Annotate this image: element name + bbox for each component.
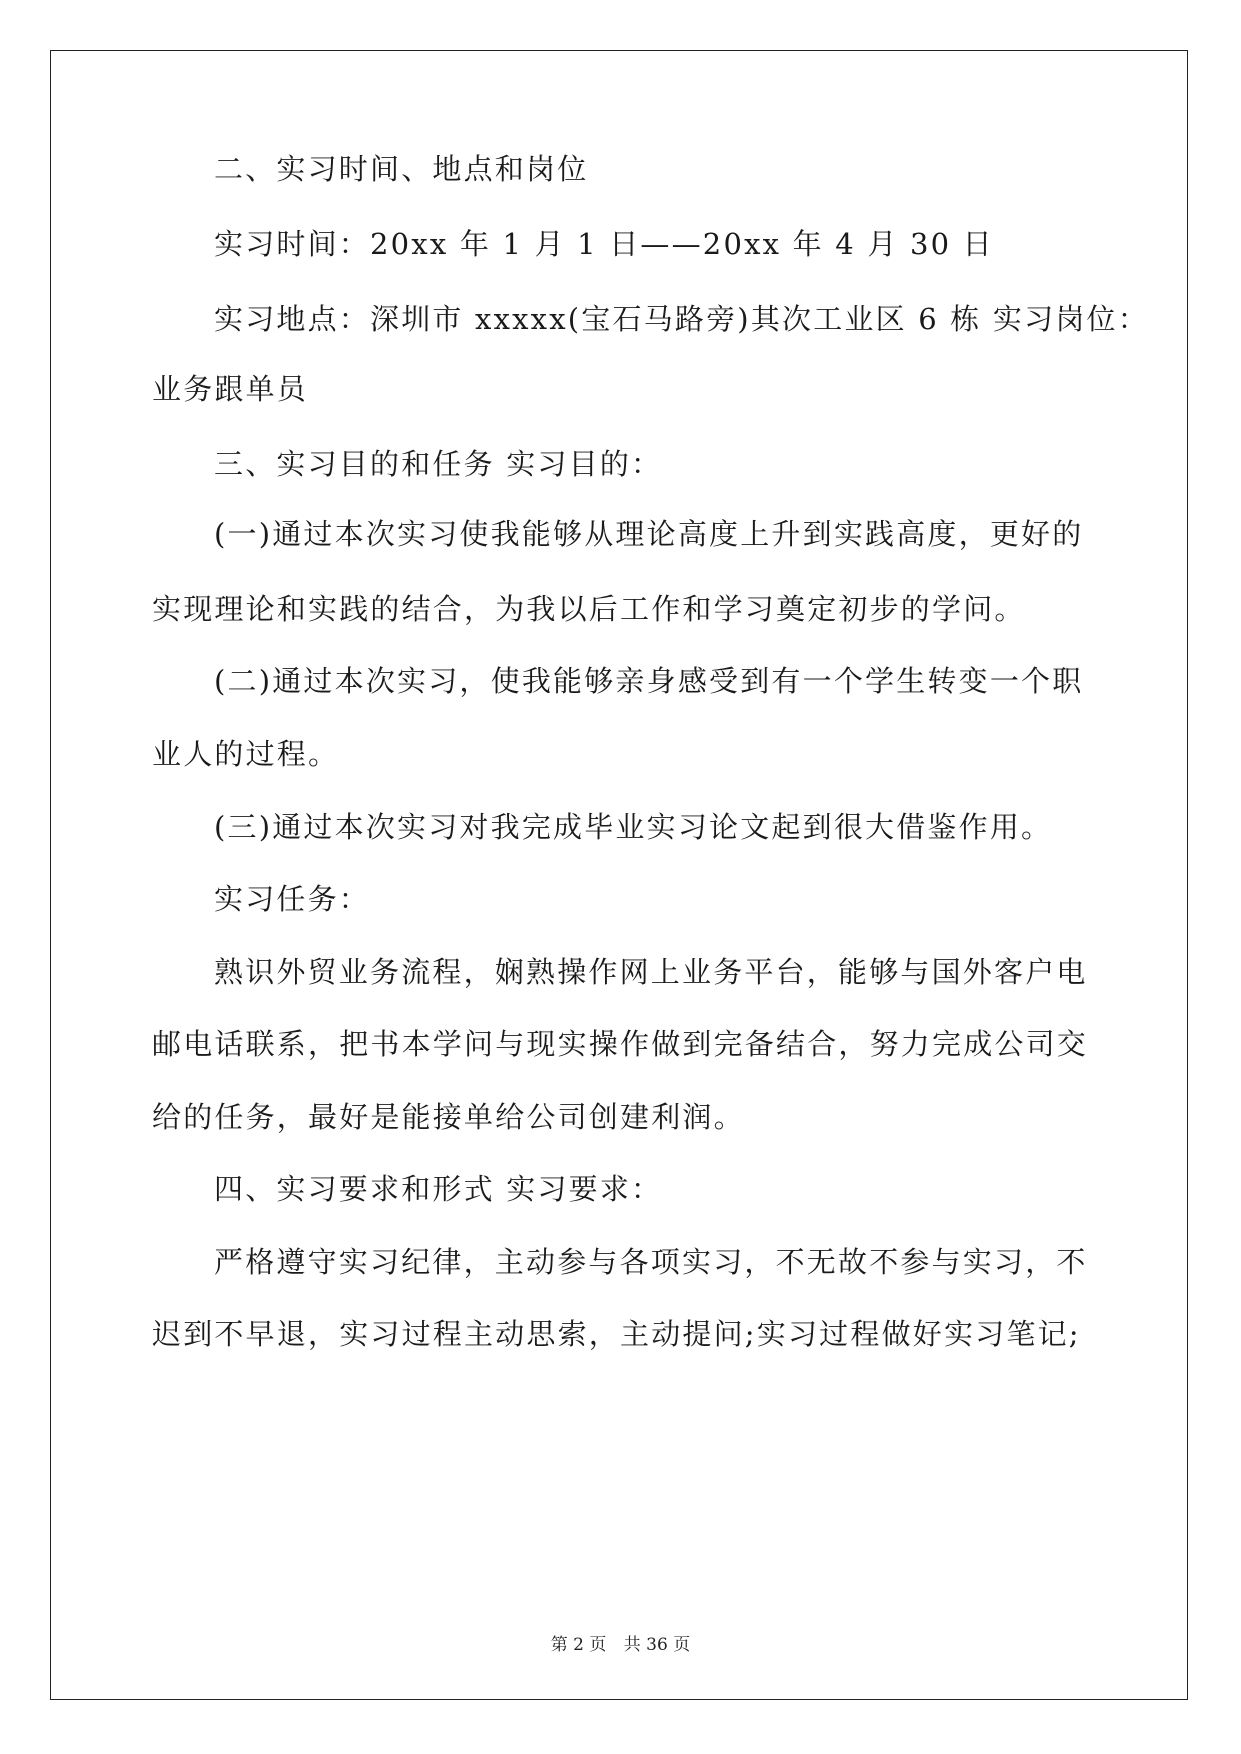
paragraph-line: 业人的过程。	[152, 737, 340, 771]
page-footer	[0, 1630, 1241, 1655]
page-total: 共 36 页	[623, 1635, 691, 1655]
paragraph-line: 实现理论和实践的结合，为我以后工作和学习奠定初步的学问。	[152, 592, 1026, 626]
paragraph-line: 迟到不早退，实习过程主动思索，主动提问;实习过程做好实习笔记;	[152, 1317, 1081, 1351]
paragraph-line: 给的任务，最好是能接单给公司创建利润。	[152, 1100, 745, 1134]
paragraph-line: 邮电话联系，把书本学问与现实操作做到完备结合，努力完成公司交	[152, 1027, 1089, 1061]
paragraph-line: 严格遵守实习纪律，主动参与各项实习，不无故不参与实习，不	[214, 1245, 1088, 1279]
paragraph-line: (三)通过本次实习对我完成毕业实习论文起到很大借鉴作用。	[214, 810, 1053, 844]
paragraph-line: 实习任务：	[214, 882, 371, 916]
section-heading: 四、实习要求和形式 实习要求：	[214, 1172, 663, 1206]
page-border	[50, 50, 1188, 1700]
section-heading: 三、实习目的和任务 实习目的：	[214, 447, 663, 481]
page-number: 第 2 页	[550, 1635, 607, 1655]
paragraph-line: 业务跟单员	[152, 372, 309, 406]
paragraph-line: 熟识外贸业务流程，娴熟操作网上业务平台，能够与国外客户电	[214, 955, 1088, 989]
paragraph-line: 实习地点：深圳市 xxxxx(宝石马路旁)其次工业区 6 栋 实习岗位：	[214, 302, 1149, 336]
section-heading: 二、实习时间、地点和岗位	[214, 152, 589, 186]
paragraph-line: 实习时间：20xx 年 1 月 1 日——20xx 年 4 月 30 日	[214, 227, 994, 261]
paragraph-line: (一)通过本次实习使我能够从理论高度上升到实践高度，更好的	[214, 517, 1084, 551]
paragraph-line: (二)通过本次实习，使我能够亲身感受到有一个学生转变一个职	[214, 664, 1084, 698]
